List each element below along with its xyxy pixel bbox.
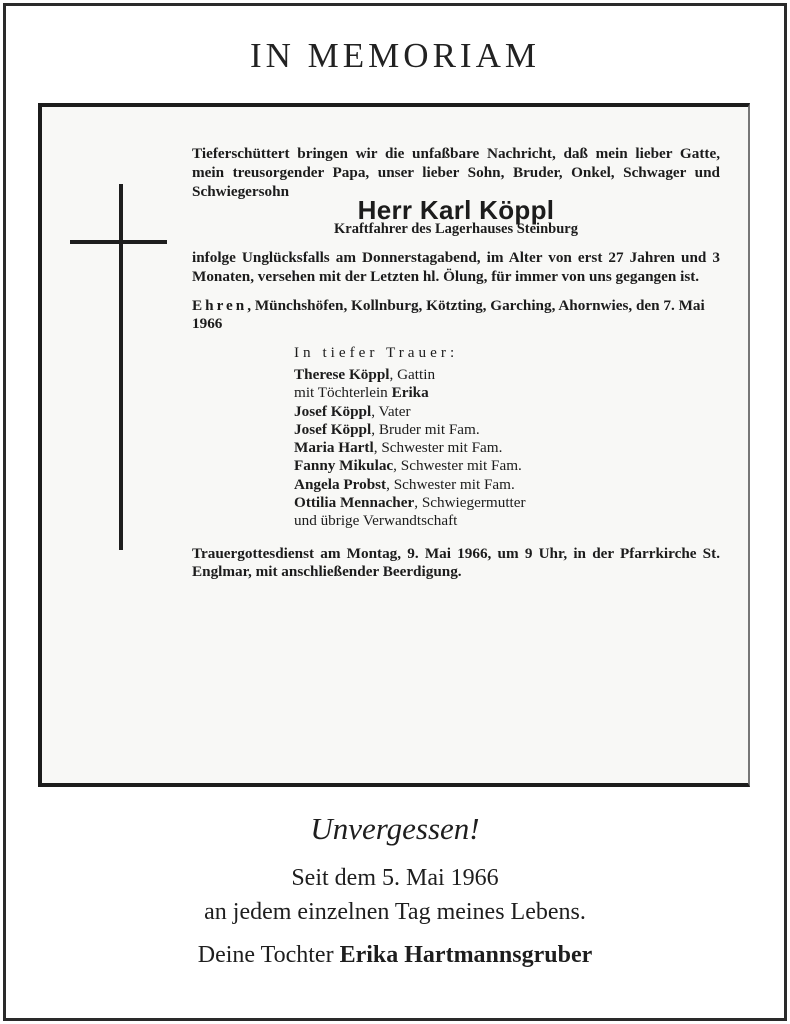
mourner-name: Josef Köppl: [294, 420, 372, 438]
mourning-header: In tiefer Trauer:: [294, 344, 459, 362]
mourner-row: [294, 403, 720, 421]
deceased-name: Herr Karl Köppl: [357, 195, 555, 226]
mourner-relation: , Gattin: [389, 365, 436, 383]
places-rest: , Münchshöfen, Kollnburg, Kötzting, Garching, Ahornwies, den 7. Mai 1966: [192, 296, 705, 333]
signature-name: Erika Hartmannsgruber: [339, 942, 593, 968]
cross-icon-bar: [70, 240, 167, 244]
places-first: Ehren: [192, 296, 248, 314]
mourner-row: [294, 439, 720, 457]
mourner-name: Maria Hartl: [294, 439, 374, 457]
mourner-name: Josef Köppl: [294, 402, 372, 420]
mourner-row: [294, 457, 720, 475]
mourner-row: [294, 476, 720, 494]
deceased-occupation: Kraftfahrer des Lagerhauses Steinburg: [334, 221, 578, 238]
mourner-relation: , Vater: [371, 402, 411, 420]
signature-line: [0, 942, 790, 969]
mourner-relation: , Schwester mit Fam.: [393, 457, 522, 475]
funeral-service: Trauergottesdienst am Montag, 9. Mai 1966, um 9 Uhr, in der Pfarrkirche St. Englmar, mit anschließender Beerdigung.: [192, 544, 720, 581]
mourner-row: [294, 512, 720, 530]
every-day-line: an jedem einzelnen Tag meines Lebens.: [204, 899, 586, 925]
mourner-row: [294, 384, 720, 402]
mourner-row: [294, 366, 720, 384]
notice-text: [192, 145, 720, 582]
mourner-name: Angela Probst: [294, 475, 387, 493]
mourner-relation: , Bruder mit Fam.: [371, 420, 480, 438]
mourner-prefix: mit Töchterlein: [294, 384, 392, 402]
unvergessen-title: Unvergessen!: [310, 811, 480, 846]
mourner-row: [294, 421, 720, 439]
memoriam-heading: IN MEMORIAM: [250, 36, 540, 75]
death-notice-clipping: [38, 103, 750, 787]
mourner-name: Fanny Mikulac: [294, 457, 394, 475]
notice-intro: Tieferschüttert bringen wir die unfaßbare Nachricht, daß mein lieber Gatte, mein treusorgender Papa, unser lieber Sohn, Bruder, Onkel, Schwager und Schwiegersohn: [192, 145, 720, 200]
mourner-relation: Erika: [391, 384, 429, 402]
mourner-relation: , Schwester mit Fam.: [373, 439, 503, 457]
mourner-relation: , Schwiegermutter: [414, 494, 526, 512]
since-date-line: Seit dem 5. Mai 1966: [291, 865, 499, 891]
notice-places: [192, 297, 720, 335]
signature-prefix: Deine Tochter: [197, 942, 340, 968]
mourner-name: Therese Köppl: [294, 365, 390, 383]
mourner-prefix: und übrige Verwandtschaft: [294, 512, 458, 530]
mourners-list: [294, 344, 720, 530]
notice-body: infolge Unglücksfalls am Donnerstagabend, im Alter von erst 27 Jahren und 3 Monaten, versehen mit der Letzten hl. Ölung, für immer von uns gegangen ist.: [192, 248, 720, 285]
mourner-relation: , Schwester mit Fam.: [386, 475, 515, 493]
mourner-row: [294, 494, 720, 512]
mourner-name: Ottilia Mennacher: [294, 494, 415, 512]
cross-icon: [119, 184, 123, 550]
